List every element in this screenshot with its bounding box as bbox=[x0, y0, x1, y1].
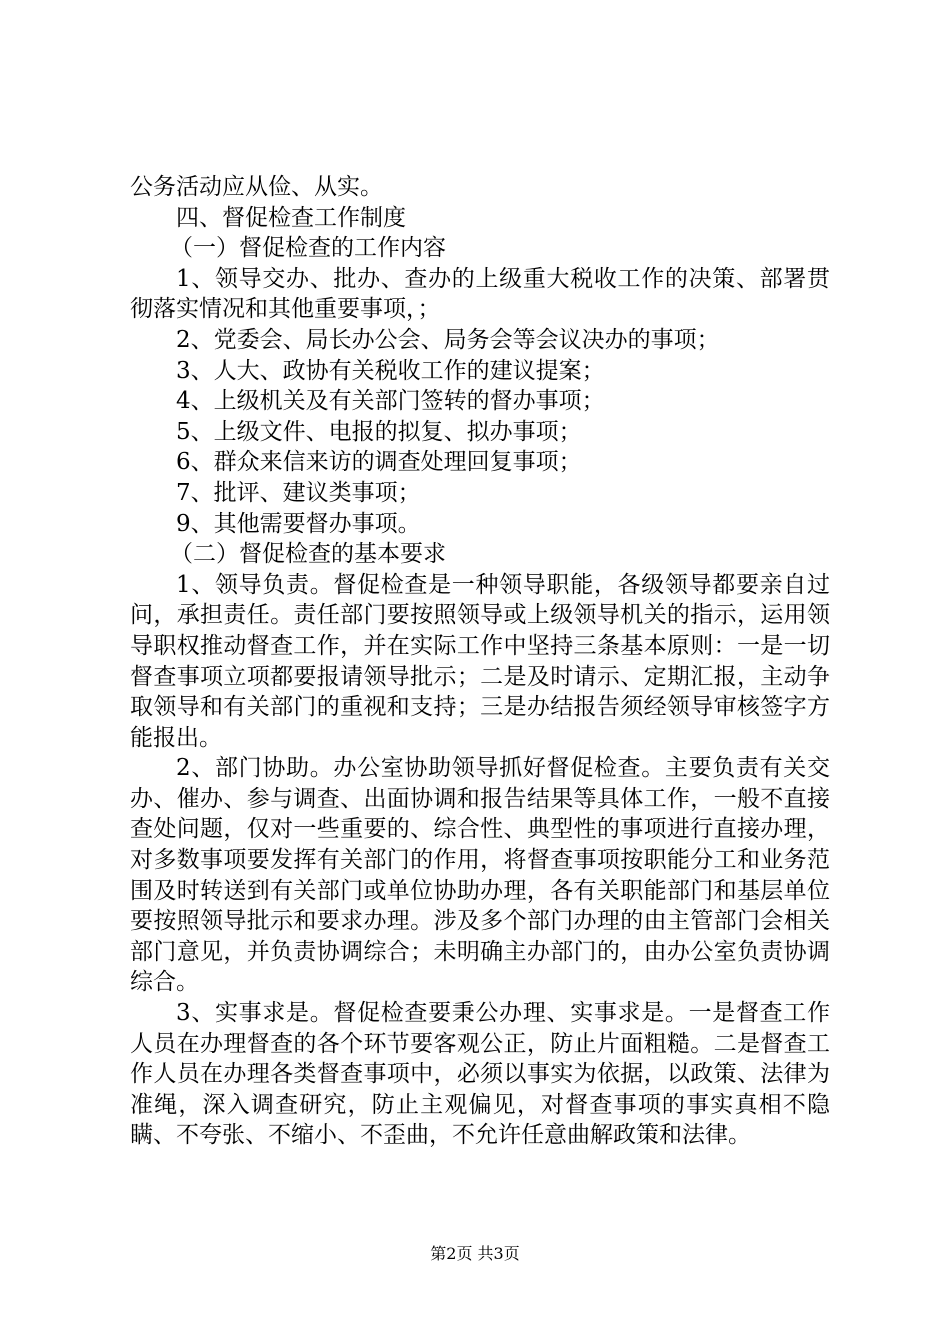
list-item: 4、上级机关及有关部门签转的督办事项； bbox=[176, 388, 605, 415]
paragraph-continuation: 公务活动应从俭、从实。 bbox=[130, 174, 383, 200]
document-body bbox=[130, 172, 830, 1151]
list-item: 1、领导交办、批办、查办的上级重大税收工作的决策、部署贯彻落实情况和其他重要事项，； bbox=[130, 265, 830, 323]
page-footer bbox=[0, 1244, 950, 1264]
list-item: 6、群众来信来访的调查处理回复事项； bbox=[176, 449, 582, 476]
body-paragraph: 1、领导负责。督促检查是一种领导职能，各级领导都要亲自过问，承担责任。责任部门要按照领导或上级领导机关的指示，运用领导职权推动督查工作，并在实际工作中坚持三条基本原则：一是一切督查事项立项都要报请领导批示；二是及时请示、定期汇报，主动争取领导和有关部门的重视和支持；三是办结报告须经领导审核签字方能报出。 bbox=[130, 571, 830, 751]
section-heading: 四、督促检查工作制度 bbox=[176, 204, 406, 231]
list-item: 3、人大、政协有关税收工作的建议提案； bbox=[176, 357, 605, 384]
list-item: 9、其他需要督办事项。 bbox=[176, 510, 421, 537]
subsection-heading: （二）督促检查的基本要求 bbox=[170, 541, 446, 568]
list-item: 2、党委会、局长办公会、局务会等会议决办的事项； bbox=[176, 326, 720, 353]
list-item: 5、上级文件、电报的拟复、拟办事项； bbox=[176, 418, 582, 445]
body-paragraph: 3、实事求是。督促检查要秉公办理、实事求是。一是督查工作人员在办理督查的各个环节要客观公正，防止片面粗糙。二是督查工作人员在办理各类督查事项中，必须以事实为依据，以政策、法律为准绳，深入调查研究，防止主观偏见，对督查事项的事实真相不隐瞒、不夸张、不缩小、不歪曲，不允许任意曲解政策和法律。 bbox=[130, 1000, 830, 1149]
list-item: 7、批评、建议类事项； bbox=[176, 479, 421, 506]
page-number: 第2页 共3页 bbox=[430, 1244, 520, 1263]
body-paragraph: 2、部门协助。办公室协助领导抓好督促检查。主要负责有关交办、催办、参与调查、出面协调和报告结果等具体工作，一般不直接查处问题，仅对一些重要的、综合性、典型性的事项进行直接办理，对多数事项要发挥有关部门的作用，将督查事项按职能分工和业务范围及时转送到有关部门或单位协助办理，各有关职能部门和基层单位要按照领导批示和要求办理。涉及多个部门办理的由主管部门会相关部门意见，并负责协调综合；未明确主办部门的，由办公室负责协调综合。 bbox=[130, 755, 830, 996]
subsection-heading: （一）督促检查的工作内容 bbox=[170, 235, 446, 262]
